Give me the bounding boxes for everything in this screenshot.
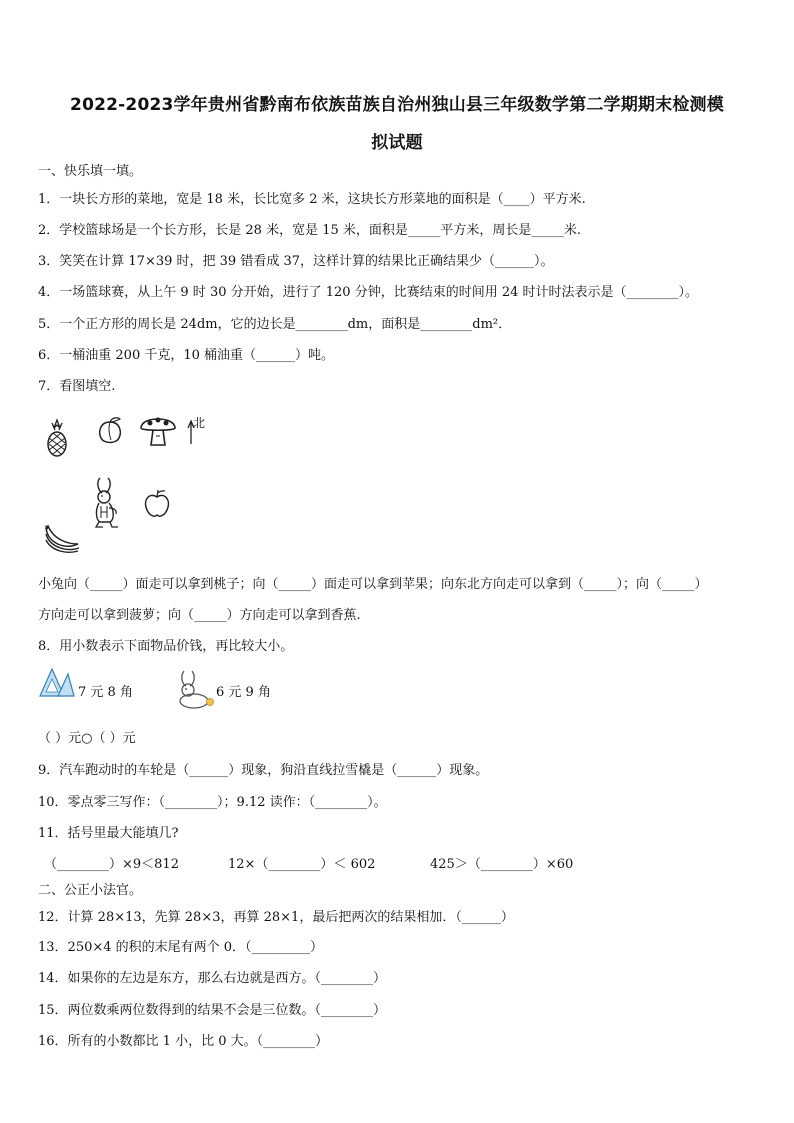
question-2: 2．学校篮球场是一个长方形，长是 28 米，宽是 15 米，面积是_____平方米，周长是_____米. bbox=[38, 223, 582, 238]
question-16: 16．所有的小数都比 1 小，比 0 大。（________） bbox=[38, 1034, 329, 1049]
toy-rabbit-icon bbox=[170, 668, 216, 710]
mushroom-icon bbox=[138, 412, 178, 448]
question-11-b: 12×（________）＜ 602 bbox=[228, 857, 376, 872]
question-8-answer: （ ）元○（ ）元 bbox=[38, 731, 136, 746]
question-10: 10．零点零三写作：（________）；9.12 读作：（________）。 bbox=[38, 795, 387, 810]
section-1-heading: 一、快乐填一填。 bbox=[38, 164, 143, 179]
question-8-price-1: 7 元 8 角 bbox=[78, 685, 133, 700]
question-8: 8．用小数表示下面物品价钱，再比较大小。 bbox=[38, 639, 294, 654]
question-11: 11．括号里最大能填几? bbox=[38, 826, 179, 841]
north-label: 北 bbox=[193, 416, 206, 430]
triangle-ruler-icon bbox=[38, 666, 76, 698]
page-title-line-2: 拟试题 bbox=[371, 133, 423, 153]
question-14: 14．如果你的左边是东方，那么右边就是西方。（________） bbox=[38, 971, 387, 986]
section-2-heading: 二、公正小法官。 bbox=[38, 883, 143, 898]
peach-icon bbox=[96, 416, 124, 446]
question-4: 4．一场篮球赛，从上午 9 时 30 分开始，进行了 120 分钟，比赛结束的时间用 24 时计时法表示是（________）。 bbox=[38, 285, 698, 300]
question-6: 6．一桶油重 200 千克，10 桶油重（______）吨。 bbox=[38, 348, 335, 363]
pineapple-icon bbox=[44, 418, 70, 458]
question-8-price-2: 6 元 9 角 bbox=[216, 685, 271, 700]
page-title-line-1: 2022-2023学年贵州省黔南布依族苗族自治州独山县三年级数学第二学期期末检测模 bbox=[70, 95, 724, 115]
question-1: 1．一块长方形的菜地，宽是 18 米，长比宽多 2 米，这块长方形菜地的面积是（____）平方米. bbox=[38, 192, 586, 207]
question-13: 13．250×4 的积的末尾有两个 0．（_________） bbox=[38, 940, 324, 955]
question-12: 12．计算 28×13，先算 28×3，再算 28×1，最后把两次的结果相加．（______） bbox=[38, 910, 514, 925]
question-7: 7．看图填空. bbox=[38, 379, 116, 394]
question-7-text-1: 小兔向（_____）面走可以拿到桃子；向（_____）面走可以拿到苹果；向东北方向走可以拿到（_____）；向（_____） bbox=[38, 577, 708, 592]
question-11-c: 425＞（________）×60 bbox=[430, 857, 574, 872]
question-7-text-2: 方向走可以拿到菠萝；向（_____）方向走可以拿到香蕉. bbox=[38, 608, 361, 623]
question-15: 15．两位数乘两位数得到的结果不会是三位数。（________） bbox=[38, 1003, 387, 1018]
rabbit-icon bbox=[90, 476, 124, 530]
question-11-a: （________）×9＜812 bbox=[44, 857, 179, 872]
banana-icon bbox=[42, 520, 82, 554]
apple-icon bbox=[143, 488, 171, 520]
question-9: 9．汽车跑动时的车轮是（______）现象，狗沿直线拉雪橇是（______）现象。 bbox=[38, 763, 489, 778]
question-5: 5．一个正方形的周长是 24dm，它的边长是________dm，面积是________dm²． bbox=[38, 317, 512, 332]
question-3: 3．笑笑在计算 17×39 时，把 39 错看成 37，这样计算的结果比正确结果少（______）。 bbox=[38, 254, 554, 269]
